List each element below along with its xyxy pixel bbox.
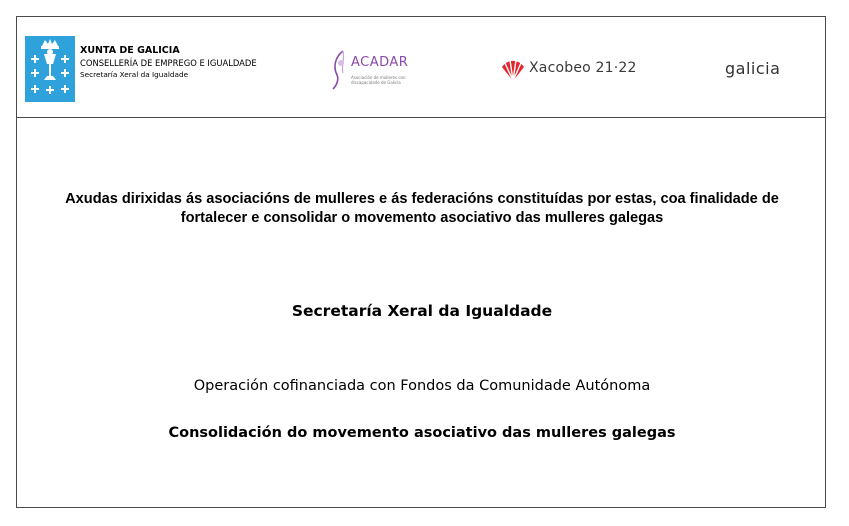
acadar-tagline: Asociación de mulleres con discapacidade de Galicia [351, 75, 406, 85]
lead-line-1: Axudas dirixidas ás asociacións de mulleres e ás federacións constituídas por estas, coa finalidade de [65, 191, 779, 207]
xacobeo-logo [500, 57, 640, 83]
acadar-name: ACADAR [351, 55, 409, 70]
acadar-figure-icon [329, 49, 351, 93]
operacion-text: Operación cofinanciada con Fondos da Comunidade Autónoma [193, 378, 651, 394]
logo-header [17, 17, 825, 118]
galicia-logo: galicia [725, 59, 781, 78]
acadar-logo [329, 49, 419, 93]
secretaria-heading: Secretaría Xeral da Igualdade [291, 302, 553, 320]
xunta-title: XUNTA DE GALICIA [80, 45, 180, 56]
document-frame [16, 16, 826, 508]
lead-line-2: fortalecer e consolidar o movemento asociativo das mulleres galegas [180, 210, 664, 226]
scallop-shell-icon [500, 57, 526, 83]
xunta-shield-icon [25, 36, 75, 102]
xacobeo-name: Xacobeo 21·22 [529, 60, 637, 76]
xunta-department: CONSELLERÍA DE EMPREGO E IGUALDADE [80, 58, 257, 68]
xunta-logo [25, 36, 275, 102]
lead-heading [31, 190, 813, 228]
consolidacion-text: Consolidación do movemento asociativo das mulleres galegas [168, 425, 676, 441]
xunta-subtitle: Secretaría Xeral da Igualdade [80, 70, 189, 79]
